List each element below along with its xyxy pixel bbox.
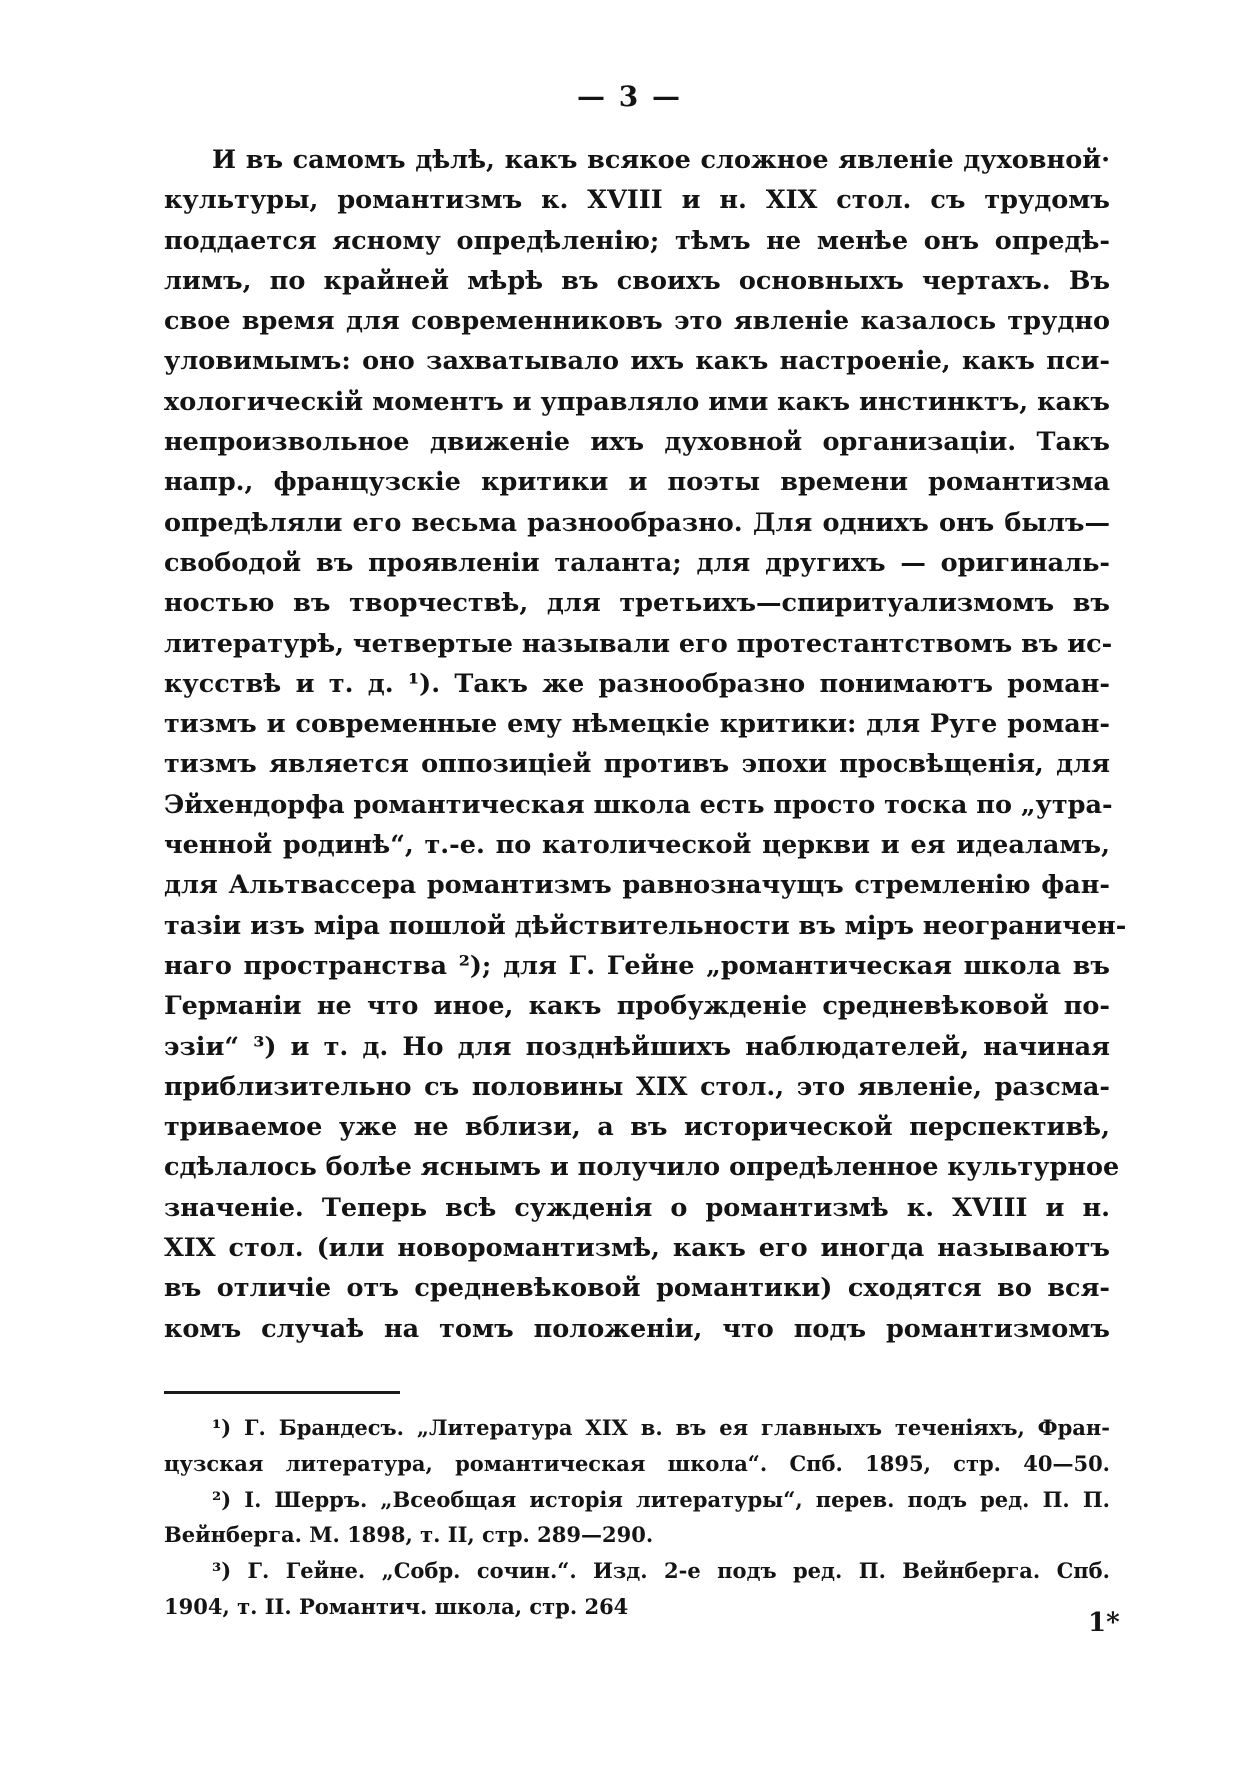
text-line: кусствѣ и т. д. ¹). Такъ же разнообразно понимаютъ роман- (164, 668, 1110, 699)
text-line: XIX стол. (или новоромантизмѣ, какъ его иногда называютъ (164, 1233, 1110, 1264)
footnote-line: ³) Г. Гейне. „Собр. сочин.“. Изд. 2-е подъ ред. П. Вейнберга. Спб. (212, 1558, 1110, 1584)
signature-mark: 1* (1088, 1608, 1120, 1638)
footnote-line: Вейнберга. М. 1898, т. II, стр. 289—290. (164, 1522, 654, 1548)
text-line: Германіи не что иное, какъ пробужденіе средневѣковой по- (164, 991, 1110, 1022)
text-line: культуры, романтизмъ к. XVIII и н. XIX стол. съ трудомъ (164, 185, 1110, 216)
footnote-line: цузская литература, романтическая школа“. Спб. 1895, стр. 40—50. (164, 1450, 1110, 1476)
text-line: литературѣ, четвертые называли его протестантствомъ въ ис- (164, 628, 1113, 659)
text-line: тизмъ и современные ему нѣмецкіе критики: для Руге роман- (164, 709, 1110, 740)
footnote-3 (164, 1553, 1110, 1625)
text-line: уловимымъ: оно захватывало ихъ какъ настроеніе, какъ пси- (164, 346, 1110, 377)
text-line: тизмъ является оппозиціей противъ эпохи просвѣщенія, для (164, 749, 1110, 780)
footnote-line: ¹) Г. Брандесъ. „Литература XIX в. въ ея главныхъ теченіяхъ, Фран- (212, 1415, 1110, 1440)
text-line: ностью въ творчествѣ, для третьихъ—спиритуализмомъ въ (164, 588, 1110, 619)
text-line: Эйхендорфа романтическая школа есть просто тоска по „утра- (164, 789, 1113, 820)
text-line: свое время для современниковъ это явленіе казалось трудно (164, 306, 1110, 337)
text-line: свободой въ проявленіи таланта; для другихъ — оригиналь- (164, 547, 1110, 578)
footnote-2 (164, 1482, 1110, 1554)
footnote-line: 1904, т. II. Романтич. школа, стр. 264 (164, 1593, 629, 1619)
text-line: наго пространства ²); для Г. Гейне „романтическая школа въ (164, 950, 1110, 981)
text-line: опредѣляли его весьма разнообразно. Для однихъ онъ былъ— (164, 507, 1110, 538)
text-line: сдѣлалось болѣе яснымъ и получило опредѣленное культурное (164, 1152, 1120, 1183)
text-line: И въ самомъ дѣлѣ, какъ всякое сложное явленіе духовной· (212, 145, 1110, 175)
text-line: напр., французскіе критики и поэты времени романтизма (164, 467, 1110, 498)
footnotes (164, 1410, 1110, 1625)
page-number: — 3 — (577, 80, 682, 113)
footnote-1 (164, 1410, 1110, 1482)
footnote-divider (164, 1391, 400, 1394)
footnote-line: ²) І. Шерръ. „Всеобщая исторія литературы“, перев. подъ ред. П. П. (212, 1486, 1110, 1512)
text-line: приблизительно съ половины XIX стол., это явленіе, разсма- (164, 1071, 1110, 1102)
text-line: поддается ясному опредѣленію; тѣмъ не менѣе онъ опредѣ- (164, 225, 1110, 256)
text-line: лимъ, по крайней мѣрѣ въ своихъ основныхъ чертахъ. Въ (164, 265, 1110, 296)
text-line: непроизвольное движеніе ихъ духовной организаціи. Такъ (164, 427, 1110, 458)
text-line: комъ случаѣ на томъ положеніи, что подъ романтизмомъ (164, 1313, 1110, 1344)
text-line: значеніе. Теперь всѣ сужденія о романтизмѣ к. XVIII и н. (164, 1192, 1110, 1223)
body-paragraph (164, 140, 1127, 1349)
text-line: въ отличіе отъ средневѣковой романтики) сходятся во вся- (164, 1273, 1110, 1304)
text-line: эзіи“ ³) и т. д. Но для позднѣйшихъ наблюдателей, начиная (164, 1031, 1110, 1062)
text-line: триваемое уже не вблизи, а въ исторической перспективѣ, (164, 1112, 1110, 1143)
text-line: для Альтвассера романтизмъ равнозначущъ стремленію фан- (164, 870, 1110, 901)
text-line: тазіи изъ міра пошлой дѣйствительности въ міръ неограничен- (164, 910, 1127, 941)
text-line: хологическій моментъ и управляло ими какъ инстинктъ, какъ (164, 386, 1110, 417)
text-line: ченной родинѣ“, т.-е. по католической церкви и ея идеаламъ, (164, 830, 1110, 861)
